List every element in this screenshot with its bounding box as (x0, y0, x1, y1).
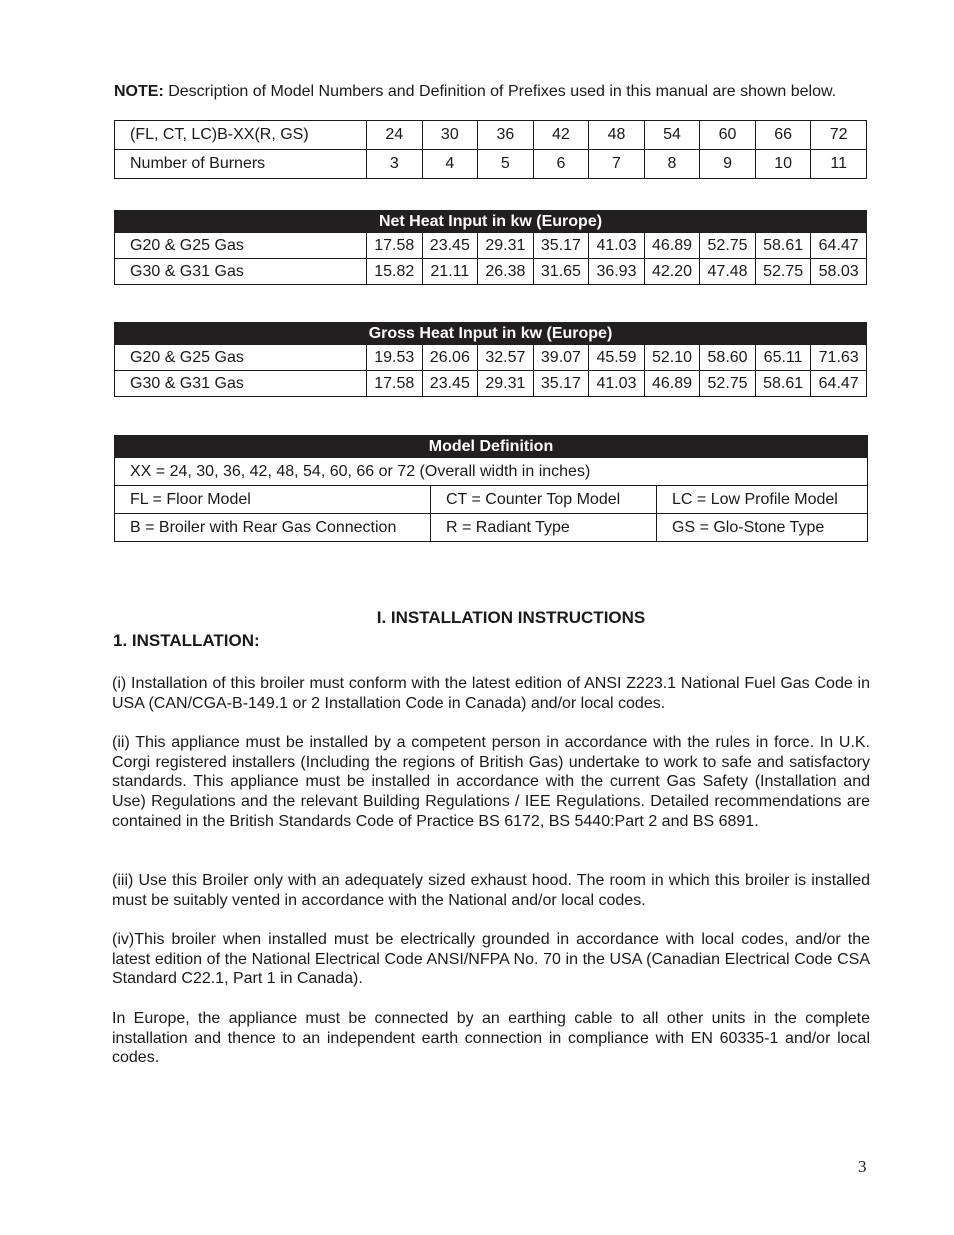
section-title: I. INSTALLATION INSTRUCTIONS (376, 608, 646, 627)
value-cell: 29.31 (478, 233, 534, 259)
gross-heat-title: Gross Heat Input in kw (Europe) (115, 323, 867, 345)
definition-cell: GS = Glo-Stone Type (657, 514, 868, 542)
gas-label: G20 & G25 Gas (115, 233, 367, 259)
model-burners-table (114, 120, 867, 179)
value-cell: 71.63 (811, 345, 867, 371)
value-cell: 23.45 (422, 233, 478, 259)
burners-label: Number of Burners (115, 150, 367, 179)
model-definition-table (114, 435, 868, 542)
burner-cell: 6 (533, 150, 589, 179)
model-cell: 48 (589, 121, 645, 150)
xx-definition: XX = 24, 30, 36, 42, 48, 54, 60, 66 or 72 (Overall width in inches) (115, 458, 868, 486)
paragraph: (iii) Use this Broiler only with an adequately sized exhaust hood. The room in which this broiler is installed must be suitably vented in accordance with the National and/or local codes. (112, 872, 870, 909)
sub-title: 1. INSTALLATION: (113, 631, 260, 650)
value-cell: 46.89 (644, 233, 700, 259)
value-cell: 15.82 (367, 259, 423, 285)
burner-cell: 7 (589, 150, 645, 179)
value-cell: 29.31 (478, 371, 534, 397)
net-heat-header (115, 211, 867, 233)
net-heat-table (114, 210, 867, 285)
gas-label: G30 & G31 Gas (115, 371, 367, 397)
note-line (114, 83, 836, 101)
gross-heat-row (115, 345, 867, 371)
burner-cell: 11 (811, 150, 867, 179)
net-heat-row (115, 233, 867, 259)
paragraph: In Europe, the appliance must be connected by an earthing cable to all other units in the complete installation and thence to an independent earth connection in compliance with EN 60335-1 and/or local codes. (112, 1010, 870, 1067)
model-cell: 30 (422, 121, 478, 150)
burner-cell: 8 (644, 150, 700, 179)
value-cell: 52.10 (644, 345, 700, 371)
value-cell: 58.03 (811, 259, 867, 285)
value-cell: 45.59 (589, 345, 645, 371)
model-cell: 24 (367, 121, 423, 150)
value-cell: 26.38 (478, 259, 534, 285)
paragraph: (i) Installation of this broiler must conform with the latest edition of ANSI Z223.1 National Fuel Gas Code in USA (CAN/CGA-B-149.1 or 2 Installation Code in Canada) and/or local codes. (112, 675, 870, 712)
paragraph: (iv)This broiler when installed must be electrically grounded in accordance with local codes, and/or the latest edition of the National Electrical Code ANSI/NFPA No. 70 in the USA (Canadian Electrical Code CSA Standard C22.1, Part 1 in Canada). (112, 931, 870, 988)
value-cell: 17.58 (367, 233, 423, 259)
model-number-label: (FL, CT, LC)B-XX(R, GS) (115, 121, 367, 150)
definition-cell: FL = Floor Model (115, 486, 431, 514)
value-cell: 31.65 (533, 259, 589, 285)
value-cell: 35.17 (533, 233, 589, 259)
value-cell: 41.03 (589, 233, 645, 259)
xx-row (115, 458, 868, 486)
value-cell: 65.11 (755, 345, 811, 371)
value-cell: 21.11 (422, 259, 478, 285)
value-cell: 58.61 (755, 371, 811, 397)
value-cell: 52.75 (700, 371, 756, 397)
burner-cell: 5 (478, 150, 534, 179)
model-cell: 36 (478, 121, 534, 150)
model-cell: 54 (644, 121, 700, 150)
value-cell: 64.47 (811, 371, 867, 397)
value-cell: 36.93 (589, 259, 645, 285)
value-cell: 39.07 (533, 345, 589, 371)
gross-heat-table (114, 322, 867, 397)
burner-cell: 9 (700, 150, 756, 179)
value-cell: 17.58 (367, 371, 423, 397)
value-cell: 52.75 (700, 233, 756, 259)
definition-cell: CT = Counter Top Model (431, 486, 657, 514)
burner-cell: 3 (367, 150, 423, 179)
value-cell: 58.61 (755, 233, 811, 259)
burner-cell: 4 (422, 150, 478, 179)
net-heat-row (115, 259, 867, 285)
value-cell: 52.75 (755, 259, 811, 285)
gas-label: G30 & G31 Gas (115, 259, 367, 285)
model-cell: 66 (755, 121, 811, 150)
gas-label: G20 & G25 Gas (115, 345, 367, 371)
value-cell: 19.53 (367, 345, 423, 371)
burner-cell: 10 (755, 150, 811, 179)
value-cell: 26.06 (422, 345, 478, 371)
value-cell: 64.47 (811, 233, 867, 259)
value-cell: 41.03 (589, 371, 645, 397)
definition-row (115, 486, 868, 514)
note-text: Description of Model Numbers and Definition of Prefixes used in this manual are shown below. (163, 83, 837, 100)
paragraph: (ii) This appliance must be installed by a competent person in accordance with the rules in force. In U.K. Corgi registered installers (Including the regions of British Gas) undertake to work to safe and satisfactory standards. This appliance must be installed in accordance with the current Gas Safety (Installation and Use) Regulations and the relevant Building Regulations / IEE Regulations. Detailed recommendations are contained in the British Standards Code of Practice BS 6172, BS 5440:Part 2 and BS 6891. (112, 734, 870, 830)
model-definition-title: Model Definition (115, 436, 868, 458)
value-cell: 32.57 (478, 345, 534, 371)
value-cell: 58.60 (700, 345, 756, 371)
note-label: NOTE: (114, 83, 164, 100)
model-cell: 42 (533, 121, 589, 150)
gross-heat-header (115, 323, 867, 345)
burners-row (115, 150, 867, 179)
definition-cell: LC = Low Profile Model (657, 486, 868, 514)
net-heat-title: Net Heat Input in kw (Europe) (115, 211, 867, 233)
value-cell: 46.89 (644, 371, 700, 397)
definition-cell: R = Radiant Type (431, 514, 657, 542)
model-cell: 72 (811, 121, 867, 150)
page-number: 3 (858, 1157, 867, 1176)
value-cell: 47.48 (700, 259, 756, 285)
gross-heat-row (115, 371, 867, 397)
model-cell: 60 (700, 121, 756, 150)
definition-row (115, 514, 868, 542)
model-number-row (115, 121, 867, 150)
value-cell: 35.17 (533, 371, 589, 397)
value-cell: 42.20 (644, 259, 700, 285)
value-cell: 23.45 (422, 371, 478, 397)
model-definition-header (115, 436, 868, 458)
definition-cell: B = Broiler with Rear Gas Connection (115, 514, 431, 542)
